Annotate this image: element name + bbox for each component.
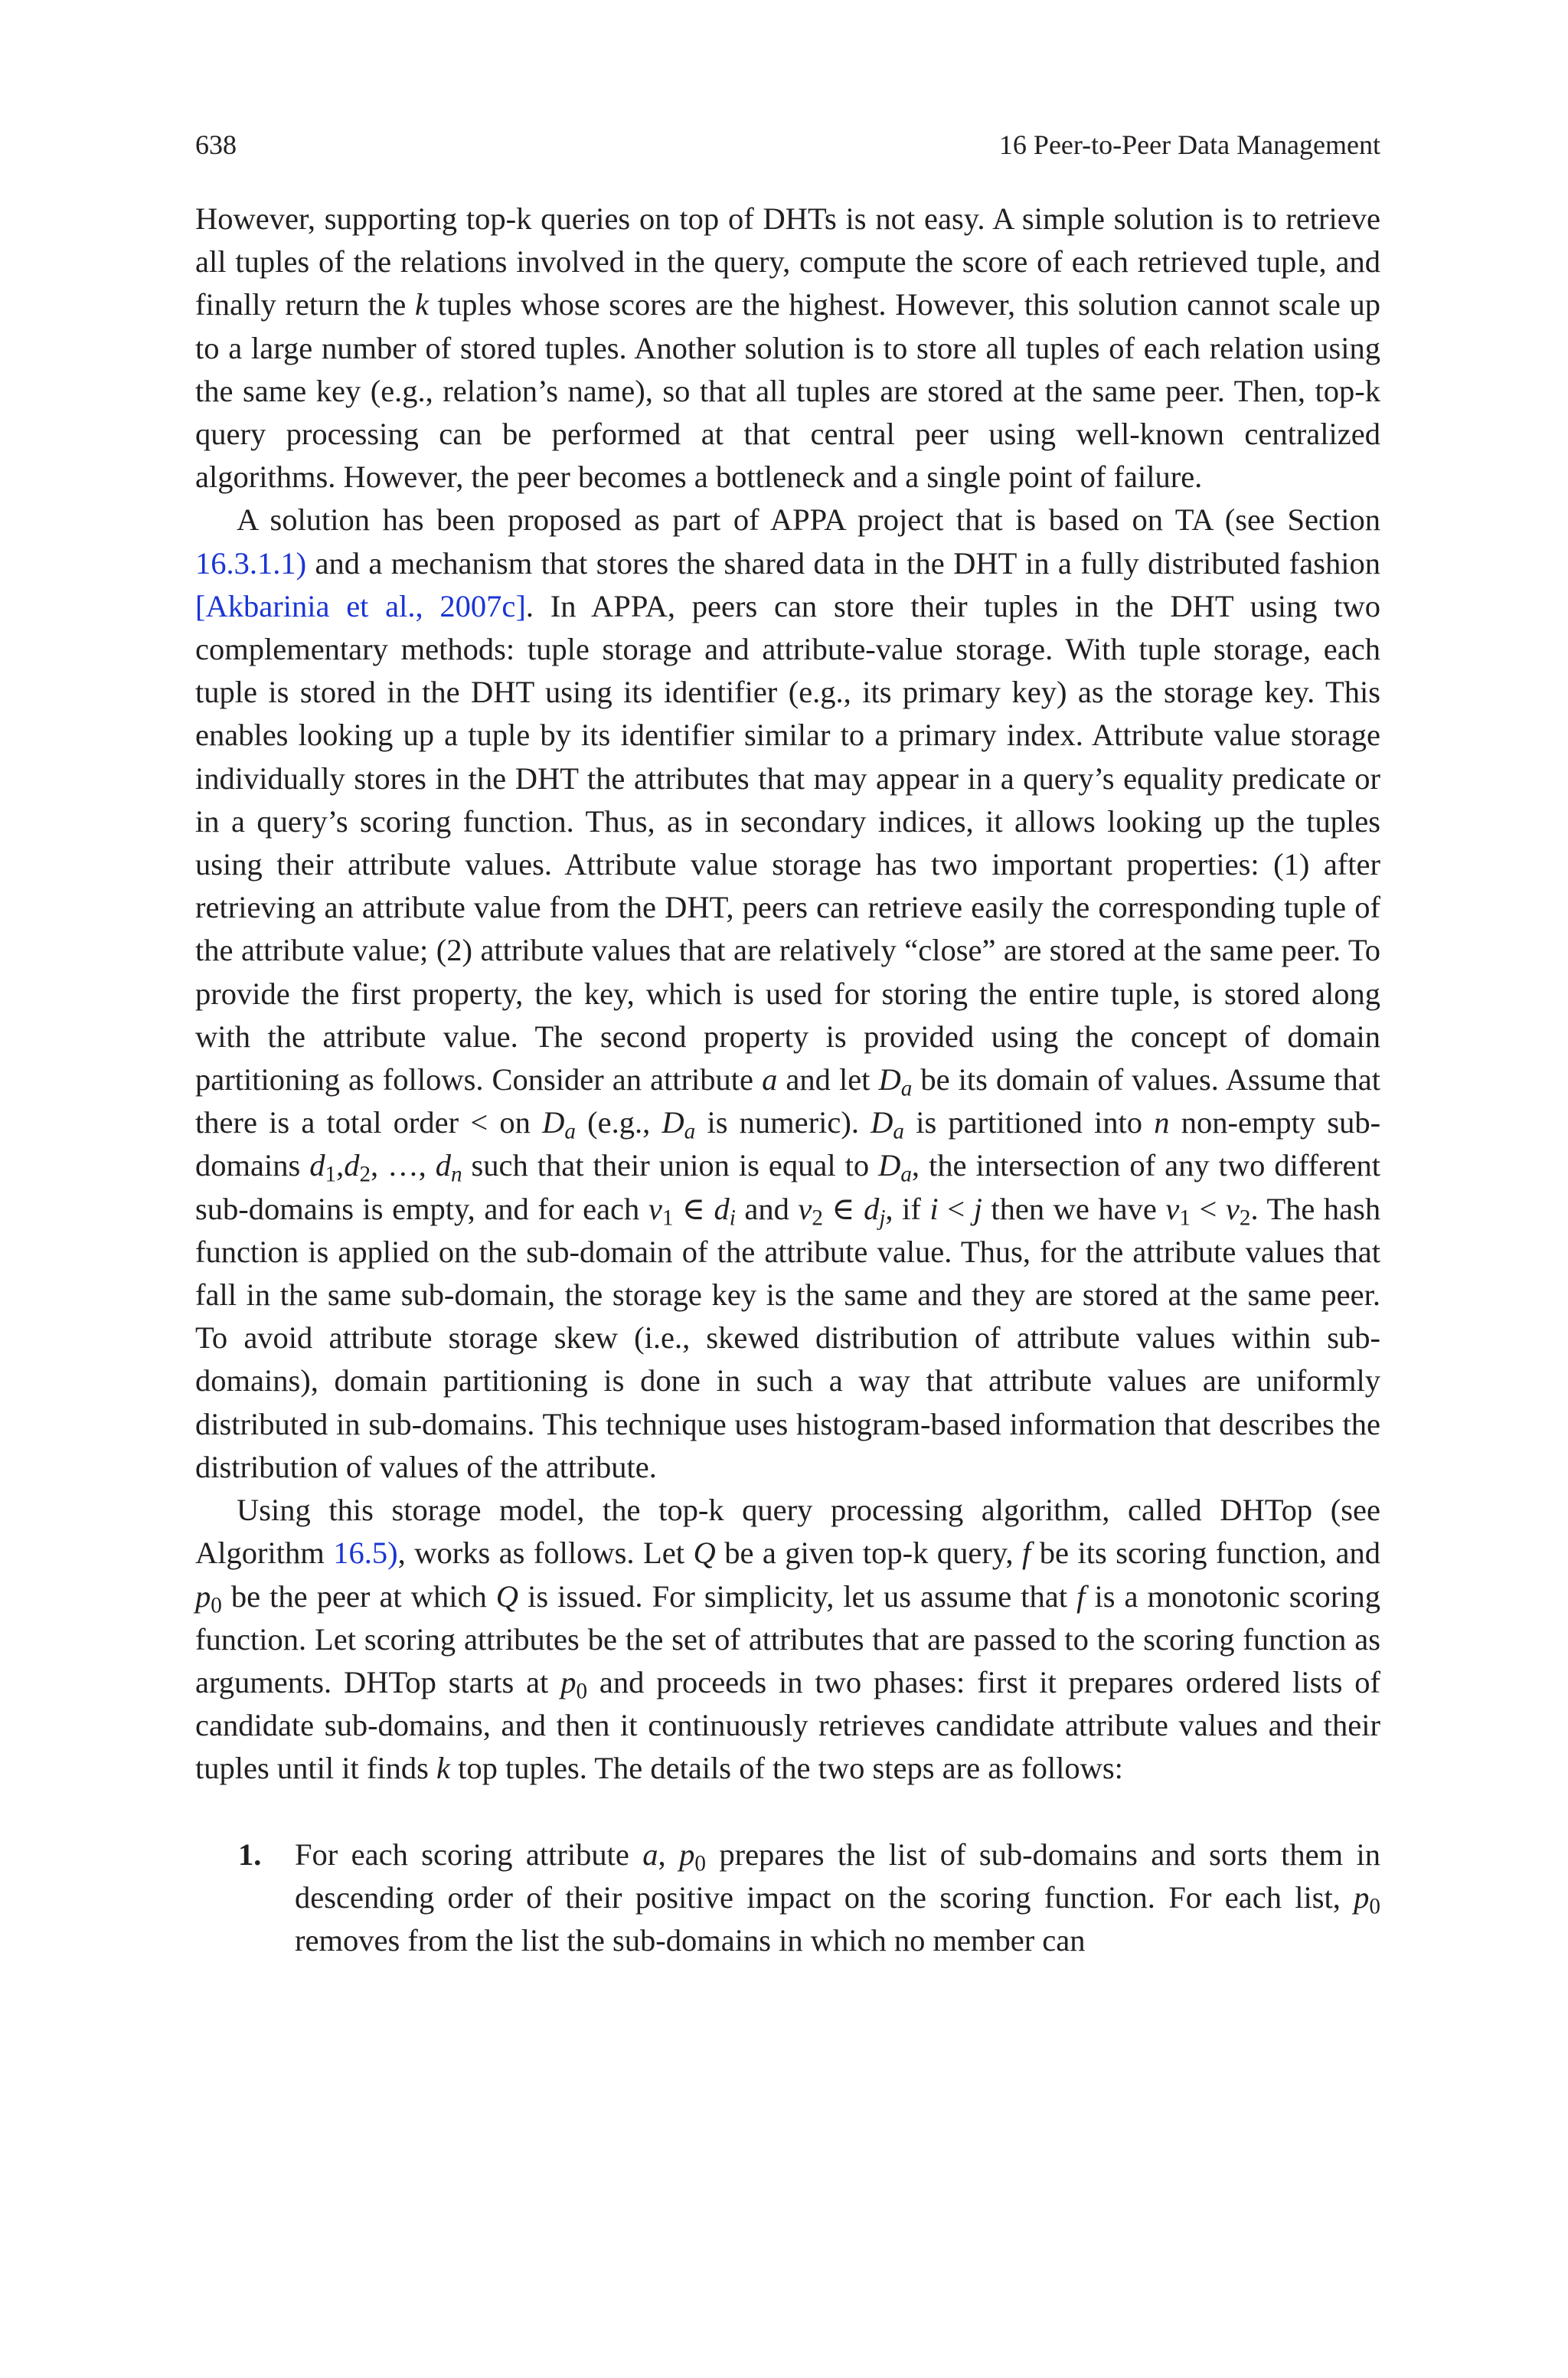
paragraph-3: Using this storage model, the top-k query processing algorithm, called DHTop (see Algorithm 16.5), works as follows. Let Q be a given top-k query, f be its scoring function, and $p_0$ be the peer at which Q is issued. For simplicity, let us assume that f is a monotonic scoring function. Let scoring attributes be the set of attributes that are passed to the scoring function as arguments. DHTop starts at $p_0$ and proceeds in two phases: first it prepares ordered lists of candidate sub-domains, and then it continuously retrieves candidate attribute values and their tuples until it finds k top tuples. The details of the two steps are as follows: xyxy=(195,1493,1381,1786)
chapter-title: 16 Peer-to-Peer Data Management xyxy=(998,129,1380,160)
page-number: 638 xyxy=(195,129,237,160)
body-text xyxy=(195,198,1380,1962)
paragraph-1: However, supporting top-k queries on top of DHTs is not easy. A simple solution is to retrieve all tuples of the relations involved in the query, compute the score of each retrieved tuple, and finally return the k tuples whose scores are the highest. However, this solution cannot scale up to a large number of stored tuples. Another solution is to store all tuples of each relation using the same key (e.g., relation’s name), so that all tuples are stored at the same peer. Then, top-k query processing can be performed at that central peer using well-known centralized algorithms. However, the peer becomes a bottleneck and a single point of failure. xyxy=(195,201,1381,495)
paragraph-2: A solution has been proposed as part of APPA project that is based on TA (see Section 16.3.1.1) and a mechanism that stores the shared data in the DHT in a fully distributed fashion [Akbarinia et al., 2007c]. In APPA, peers can store their tuples in the DHT using two complementary methods: tuple storage and attribute-value storage. With tuple storage, each tuple is stored in the DHT using its identifier (e.g., its primary key) as the storage key. This enables looking up a tuple by its identifier similar to a primary index. Attribute value storage individually stores in the DHT the attributes that may appear in a query’s equality predicate or in a query’s scoring function. Thus, as in secondary indices, it allows looking up the tuples using their attribute values. Attribute value storage has two important properties: (1) after retrieving an attribute value from the DHT, peers can retrieve easily the corresponding tuple of the attribute value; (2) attribute values that are relatively “close” are stored at the same peer. To provide the first property, the key, which is used for storing the entire tuple, is stored along with the attribute value. The second property is provided using the concept of domain partitioning as follows. Consider an attribute a and let $D_a$ be its domain of values. Assume that there is a total order < on $D_a$ (e.g., $D_a$ is numeric). $D_a$ is partitioned into n non-empty sub-domains $d_1,d_2$, …, $d_n$ such that their union is equal to $D_a$, the intersection of any two different sub-domains is empty, and for each $v_1$ ∈ $d_i$ and $v_2$ ∈ $d_j$, if i < j then we have $v_1 < v_2$. The hash function is applied on the sub-domain of the attribute value. Thus, for the attribute values that fall in the same sub-domain, the storage key is the same and they are stored at the same peer. To avoid attribute storage skew (i.e., skewed distribution of attribute values within sub-domains), domain partitioning is done in such a way that attribute values are uniformly distributed in sub-domains. This technique uses histogram-based information that describes the distribution of values of the attribute. xyxy=(195,502,1381,1484)
list-item: 1. For each scoring attribute a, $p_0$ prepares the list of sub-domains and sorts them in descending order of their positive impact on the scoring function. For each list, $p_0$ removes from the list the sub-domains in which no member can xyxy=(195,1833,1380,1963)
citation-link[interactable]: [Akbarinia et al., 2007c] xyxy=(195,588,526,623)
running-head xyxy=(195,124,1380,165)
section-link[interactable]: 16.3.1.1) xyxy=(195,545,307,581)
list-marker: 1. xyxy=(238,1837,262,1872)
algorithm-link[interactable]: 16.5) xyxy=(333,1536,398,1571)
